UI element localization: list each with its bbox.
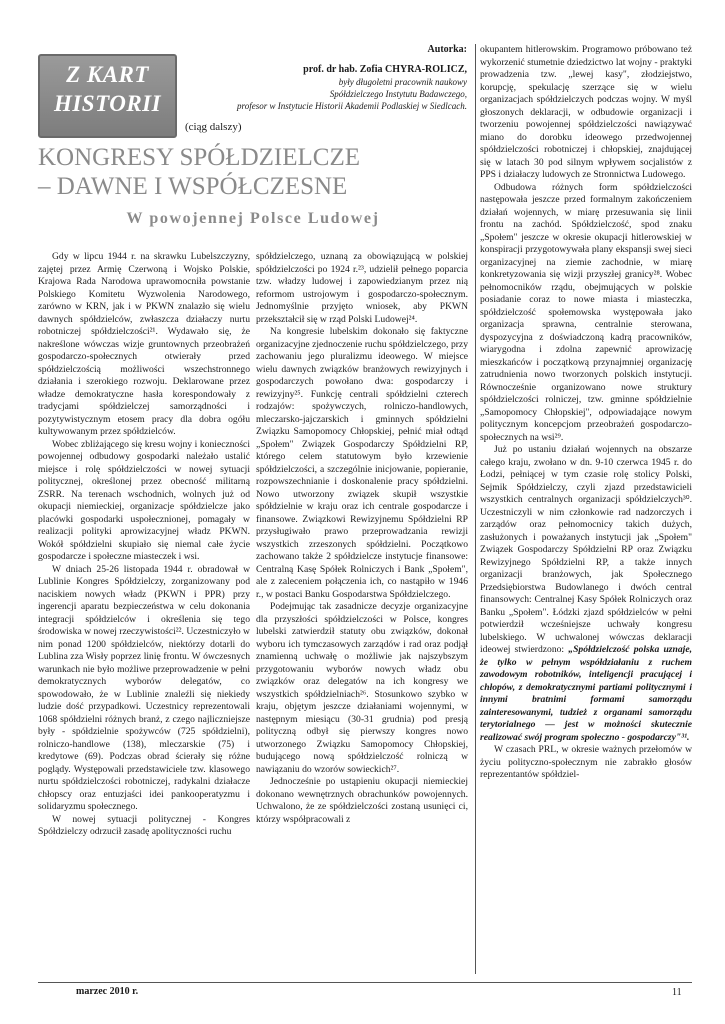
paragraph: Na kongresie lubelskim dokonało się faktyczne organizacyjne zjednoczenie ruchu spółdzielczego, przy zachowaniu jego pluralizmu ideowego. W miejsce wielu dawnych związków branżowych rewizyjnych i gospodarczych powołano dwa: gospodarczy i rewizyjny²⁵. Funkcję centrali spółdzielni czterech rodzajów: spożywczych, rolniczo-handlowych, mleczarsko-jajczarskich i gminnych spółdzielni Związku Samopomocy Chłopskiej, pełnić miał odtąd „Społem" Związek Gospodarczy Spółdzielni RP, którego celem statutowym było krzewienie spółdzielczości, a szczególnie inicjowanie, popieranie, rozpowszechnianie i doskonalenie pracy spółdzielni. Nowo utworzony związek skupił wszystkie spółdzielnie w kraju oraz ich centrale gospodarcze i finansowe. Związkowi Rewizyjnemu Spółdzielni RP przysługiwało prawo przeprowadzania rewizji wszystkich zrzeszonych spółdzielni. Początkowo zachowano także 2 spółdzielcze instytucje finansowe: Centralną Kasę Spółek Rolniczych i Bank „Społem", ale z zaleceniem połączenia ich, co nastąpiło w 1946 r., w postaci Banku Gospodarstwa Spółdzielczego. [256, 326, 468, 600]
column-divider [475, 44, 476, 974]
author-name: prof. dr hab. Zofia CHYRA-ROLICZ, [303, 64, 467, 75]
declaration-quote: „Spółdzielczość polska uznaje, że tylko w pełnym współdziałaniu z ruchem zawodowym robotników, inteligencji pracującej i chłopów, z demokratycznymi partiami politycznymi i innymi bratnimi formami samorządu zainteresowanymi, tudzież z organami samorządu terytorialnego — jest w możności skutecznie realizować swój program społeczno - gospodarczy"³¹. [480, 644, 692, 743]
paragraph: okupantem hitlerowskim. Programowo próbowano też wykorzenić stumetnie dziedzictwo lat wojny - praktyki prowadzenia tzw. „lewej kasy", złodziejstwo, korupcję, spekulację szerzące się w wielu organizacjach spółdzielczych podczas wojny. W myśl głoszonych deklaracji, w odbudowie organizacji i tworzeniu powojennej spółdzielczości nawiązywać miano do dorobku ideowego przedwojennej spółdzielczości robotniczej i chłopskiej, znajdującej się w latach 30 pod silnym wpływem socjalistów z PPS i działaczy ludowych ze Stronnictwa Ludowego. [480, 44, 692, 180]
title-line-1: KONGRESY SPÓŁDZIELCZE [38, 144, 360, 171]
author-block [185, 44, 467, 112]
banner-line-1: Z KART [66, 62, 149, 87]
author-desc-1: były długoletni pracownik naukowy [338, 77, 467, 87]
title-line-2: – DAWNE I WSPÓŁCZESNE [38, 173, 348, 200]
paragraph: W dniach 25-26 listopada 1944 r. obradował w Lublinie Kongres Spółdzielczy, zorganizowany pod naciskiem nowych władz (PKWN i PPR) przy ingerencji aparatu bezpieczeństwa w celu dokonania integracji spółdzielców i określenia się tego środowiska w nowej rzeczywistości²². Uczestniczyło w nim ponad 1200 spółdzielców, niektórzy dotarli do Lublina zza Wisły poprzez linię frontu. W ówczesnych warunkach nie było możliwe przeprowadzenie w pełni demokratycznych wyborów delegatów, co spowodowało, że w Lublinie znaleźli się niekiedy ludzie dość przypadkowi. Uczestnicy reprezentowali 1068 spółdzielni różnych branż, z czego najliczniejsze były - spółdzielnie spożywców (725 spółdzielni), rolniczo-handlowe (138), mleczarskie (75) i kredytowe (69). Podczas obrad ścierały się różne poglądy. Występowali przedstawiciele tzw. klasowego nurtu spółdzielczości robotniczej, radykalni działacze chłopscy oraz entuzjaści idei pankooperatyzmu i solidaryzmu społecznego. [38, 563, 250, 812]
section-banner [38, 54, 177, 138]
paragraph: W nowej sytuacji politycznej - Kongres Spółdzielczy odrzucił zasadę apolityczności ruchu [38, 813, 250, 837]
paragraph: W czasach PRL, w okresie ważnych przełomów w życiu polityczno-społecznym nie zabrakło głosów reprezentantów spółdziel- [480, 744, 692, 780]
continuation-note: (ciąg dalszy) [185, 121, 242, 133]
author-desc-2: Spółdzielczego Instytutu Badawczego, [329, 89, 467, 99]
text-column-3 [480, 44, 692, 975]
page-number: 11 [672, 987, 682, 998]
article-title [38, 143, 468, 201]
paragraph: Jednocześnie po ustąpieniu okupacji niemieckiej dokonano wewnętrznych obrachunków powojennych. Uchwalono, że ze spółdzielczości zostaną usunięci ci, którzy współpracowali z [256, 776, 468, 825]
paragraph: Gdy w lipcu 1944 r. na skrawku Lubelszczyzny, zajętej przez Armię Czerwoną i Wojsko Polskie, Krajowa Rada Narodowa uprawomocniła powstanie Polskiego Komitetu Wyzwolenia Narodowego, zarówno w KRN, jak i w PKWN znalazło się wielu dawnych spółdzielców, zwłaszcza działaczy nurtu robotniczej spółdzielczości²¹. Wydawało się, że nakreślone wówczas wizje gruntownych przeobrażeń gospodarczo-społecznych otwierały przed spółdzielczością możliwości wszechstronnego działania i szerokiego rozwoju. Deklarowane przez władze demokratyczne hasła korespondowały z tradycjami spółdzielczej samorządności i pozytywistycznym etosem pracy dla dobra ogółu kultywowanym przez spółdzielców. [38, 251, 250, 437]
text-column-2 [256, 251, 468, 975]
paragraph-with-quote [480, 444, 692, 744]
issue-date: marzec 2010 r. [76, 986, 139, 997]
banner-line-2: HISTORII [53, 91, 162, 116]
author-label: Autorka: [427, 44, 467, 55]
paragraph-text: Już po ustaniu działań wojennych na obszarze całego kraju, zwołano w dn. 9-10 czerwca 1945 r. do Łodzi, pełniącej w tym czasie rolę stolicy Polski, Sejmik Spółdzielczy, czyli zjazd przedstawicieli wszystkich centralnych organizacji spółdzielczych³⁰. Uczestniczyli w nim członkowie rad nadzorczych i zarządów oraz pełnomocnicy takich dużych, zasłużonych i poważanych instytucji jak „Społem" Związek Gospodarczy Spółdzielni RP oraz Związku Rewizyjnego Spółdzielni RP, a także innych organizacji branżowych, jak Społecznego Przedsiębiorstwa Budowlanego i dwóch central finansowych: Centralnej Kasy Spółek Rolniczych oraz Banku „Społem". Łódzki zjazd spółdzielców w pełni potwierdził wcześniejsze uchwały kongresu lubelskiego. W uchwalonej wówczas deklaracji ideowej stwierdzono: [480, 444, 692, 655]
paragraph: Wobec zbliżającego się kresu wojny i konieczności powojennej odbudowy gospodarki należało ustalić miejsce i rolę spółdzielczości w nowej sytuacji politycznej, określonej przez obecność militarną ZSRR. Na terenach wschodnich, wolnych już od okupacji niemieckiej, organizacje spółdzielcze jako placówki gospodarki uspołecznionej, pomagały w realizacji polityki aprowizacyjnej władz PKWN. Wokół spółdzielni skupiało się niemal całe życie gospodarcze i społeczne miasteczek i wsi. [38, 438, 250, 562]
paragraph: Podejmując tak zasadnicze decyzje organizacyjne dla przyszłości spółdzielczości w Polsce, kongres lubelski zatwierdził statuty obu związków, dokonał wyboru ich tymczasowych zarządów i rad oraz podjął znamienną uchwałę o możliwie jak najszybszym przygotowaniu wyborów nowych władz obu związków oraz delegatów na ich kongresy we wszystkich spółdzielniach²⁶. Stosunkowo szybko w kraju, objętym jeszcze działaniami wojennymi, w następnym miesiącu (30-31 grudnia) pod presją polityczną odbył się pierwszy kongres nowo utworzonego Związku Samopomocy Chłopskiej, budującego nową spółdzielczość rolniczą w nawiązaniu do wzorów sowieckich²⁷. [256, 601, 468, 775]
footer-rule [38, 982, 692, 983]
author-desc-3: profesor w Instytucie Historii Akademii Podlaskiej w Siedlcach. [237, 101, 467, 111]
paragraph: Odbudowa różnych form spółdzielczości następowała jeszcze przed formalnym zakończeniem działań wojennych, w miarę przesuwania się linii frontu na zachód. Spółdzielczość, spod znaku „Społem" jeszcze w okresie okupacji hitlerowskiej w konspiracji przygotowywała plany ekspansji swej sieci organizacyjnej na ziemie zachodnie, w miarę konkretyzowania się wizji przyszłej granicy²⁸. Wobec pełnomocników rządu, obejmujących w polskie posiadanie coraz to nowe miasta i miasteczka, spółdzielczość społemowska występowała jako organizacja sprawna, centralnie sterowana, dyspozycyjna z doświadczoną kadrą pracowników, wiarygodna i zdolna zapewnić aprowizację mieszkańców i początkową przynajmniej organizację zatrudnienia nowo tworzonych polskich instytucji. Równocześnie organizowano nowe struktury spółdzielczości rolniczej, tzw. gminne spółdzielnie „Samopomocy Chłopskiej", odpowiadające nowym politycznym koncepcjom przeobrażeń gospodarczo-społecznych na wsi²⁹. [480, 181, 692, 443]
paragraph: spółdzielczego, uznaną za obowiązującą w polskiej spółdzielczości po 1924 r.²³, udzielił pełnego poparcia tzw. władzy ludowej i zapowiedzianym przez nią reformom ustrojowym i gospodarczo-społecznym. Jednomyślnie przyjęto wniosek, aby PKWN przekształcił się w rząd Polski Ludowej²⁴. [256, 251, 468, 325]
text-column-1 [38, 251, 250, 975]
article-subtitle: W powojennej Polsce Ludowej [126, 210, 380, 227]
